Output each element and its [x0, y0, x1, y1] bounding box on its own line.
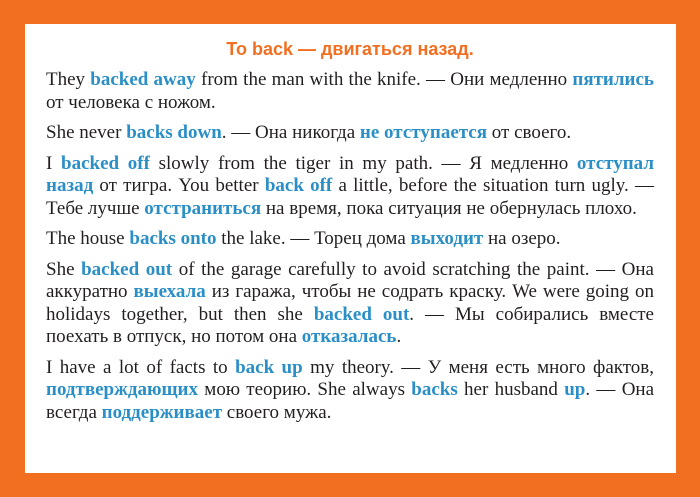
text-segment: от человека с ножом.: [46, 91, 216, 113]
text-segment: от своего.: [487, 122, 572, 143]
text-segment: на озеро.: [483, 228, 561, 249]
text-segment: The house: [46, 228, 130, 249]
text-segment: She never: [46, 122, 127, 143]
highlighted-phrase: backed out: [81, 258, 173, 280]
highlighted-phrase: backed off: [61, 152, 150, 174]
example-paragraph: [46, 228, 654, 251]
text-segment: . — Мы собирались вместе поехать в отпуск, но потом она: [46, 303, 654, 347]
highlighted-phrase: поддерживает: [101, 401, 223, 423]
text-segment: из гаража, чтобы не содрать краску. We were going on holidays together, but then she: [46, 281, 654, 325]
highlighted-phrase: подтверждающих: [46, 379, 198, 400]
example-paragraph: [46, 259, 654, 349]
text-segment: I: [46, 152, 62, 174]
highlighted-phrase: backs: [411, 379, 458, 400]
highlighted-phrase: backed away: [90, 69, 196, 90]
text-segment: my theory. — У меня есть много фактов,: [302, 356, 655, 378]
text-segment: from the man with the knife. — Они медленно: [195, 69, 573, 90]
text-segment: . — Она всегда: [46, 379, 655, 423]
text-segment: the lake. — Торец дома: [216, 228, 411, 249]
page-title: To back — двигаться назад.: [226, 39, 474, 59]
text-segment: slowly from the tiger in my path. — Я медленно: [149, 152, 577, 174]
highlighted-phrase: up: [564, 379, 586, 400]
text-segment: They: [46, 69, 91, 90]
text-segment: от тигра. You better: [93, 175, 265, 196]
highlighted-phrase: выехала: [133, 281, 206, 302]
highlighted-phrase: back off: [264, 175, 333, 196]
text-segment: мою теорию. She always: [198, 379, 412, 400]
text-segment: своего мужа.: [222, 401, 332, 423]
text-segment: . — Она никогда: [221, 122, 360, 143]
text-segment: I have a lot of facts to: [46, 356, 236, 378]
highlighted-phrase: выходит: [410, 228, 484, 249]
text-segment: a little, before the situation turn ugly. — Тебе лучше: [46, 175, 654, 219]
highlighted-phrase: backs onto: [129, 228, 217, 249]
example-paragraph: [46, 153, 654, 221]
text-segment: her husband: [457, 379, 565, 400]
highlighted-phrase: не отступается: [359, 122, 488, 143]
highlighted-phrase: пятились: [572, 69, 654, 90]
highlighted-phrase: back up: [235, 356, 303, 378]
highlighted-phrase: backed out: [313, 303, 410, 325]
highlighted-phrase: отстраниться: [144, 197, 262, 219]
text-segment: of the garage carefully to avoid scratching the paint. — Она аккуратно: [46, 258, 654, 302]
text-segment: .: [396, 326, 402, 347]
example-paragraph: [46, 122, 654, 145]
highlighted-phrase: отступал назад: [46, 152, 654, 196]
highlighted-phrase: backs down: [126, 122, 222, 143]
text-segment: She: [46, 258, 82, 280]
content-card: [25, 24, 676, 473]
text-segment: на время, пока ситуация не обернулась плохо.: [261, 197, 637, 219]
example-paragraph: [46, 357, 654, 425]
examples-list: [46, 69, 654, 424]
example-paragraph: [46, 69, 654, 114]
highlighted-phrase: отказалась: [301, 326, 397, 347]
